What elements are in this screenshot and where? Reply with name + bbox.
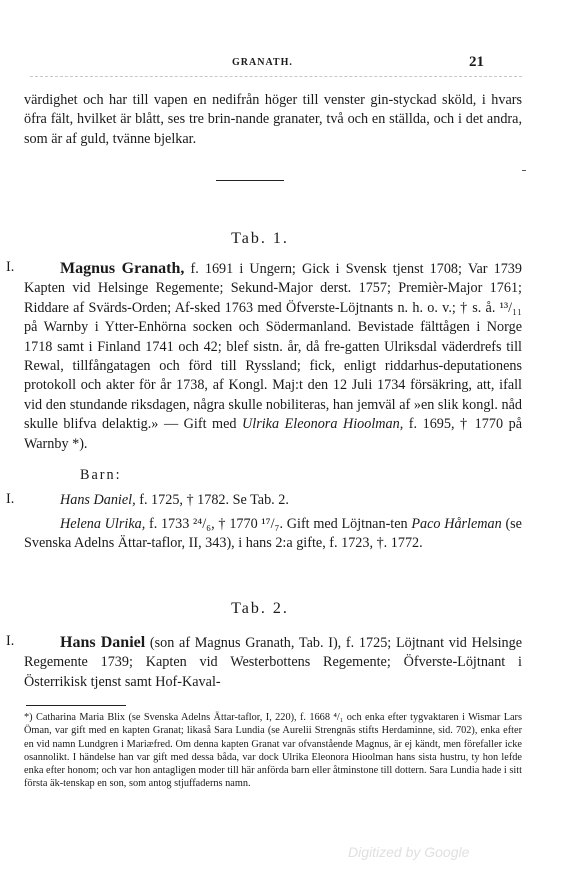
child-text: f. 1733 ²⁴/₆, † 1770 ¹⁷/₇. Gift med Löjtnan-ten: [145, 516, 412, 532]
entry-number: I.: [6, 259, 15, 275]
tab-2-entry: [24, 633, 522, 692]
spouse-name: Paco Hårleman: [411, 516, 502, 532]
running-head: GRANATH.: [232, 57, 293, 68]
child-name: Hans Daniel,: [60, 492, 136, 508]
entry-text: (son af Magnus Granath, Tab. I), f. 1725; Löjtnant vid Helsinge Regemente 1739; Kapten vid Westerbottens Regemente; Öfverste-Löjtnant i Österrikisk tjenst samt Hof-Kaval-: [24, 635, 523, 690]
child-entry: [24, 515, 522, 554]
child-text-end: (se Svenska Adelns Ättar-taflor, II, 343), i hans 2:a gifte, f. 1723, †. 1772.: [24, 516, 522, 552]
entry-number: I.: [6, 633, 15, 649]
children-label: Barn:: [80, 467, 122, 483]
footnote-rule: [26, 705, 126, 706]
spouse-name: Ulrika Eleonora Hioolman,: [242, 416, 404, 433]
intro-paragraph: värdighet och har till vapen en nedifrån höger till venster gin-styckad sköld, i hvars öfra fält, hvilket är blått, ses tre brin-nande granater, två och en ställda, och i det andra, som är af guld, tvänne bjelkar.: [24, 92, 522, 147]
page-number: 21: [469, 54, 484, 70]
footnote: *) Catharina Maria Blix (se Svenska Adelns Ättar-taflor, I, 220), f. 1668 ⁴/₁ och enka efter tygvaktaren i Wismar Lars Öman, var gift med en kapten Granat; likaså Sara Lundia (se Aurelii Strengnäs stifts Herdaminne, sid. 702), enka efter en vid namn Lundgren i Mariæfred. Om denna kapten Granat var ofvanstående Magnus, är ej kändt, men förefaller icke osannolikt. I händelse han var gift med dessa båda, var dock Ulrika Eleonora Hioolman hans sista hustru, ty hon lefde enka efter honom; och var hon antagligen moder till här anförda barn eller åtminstone till dottern. Sara Lundia hade i sitt första äk-tenskap en son, som antog stjuffaderns namn.: [24, 712, 522, 790]
child-entry: [24, 491, 522, 510]
child-text: f. 1725, † 1782. Se Tab. 2.: [135, 492, 289, 508]
child-name: Helena Ulrika,: [60, 516, 146, 532]
person-name: Hans Daniel: [60, 634, 146, 651]
section-rule: [216, 180, 284, 181]
entry-text: f. 1691 i Ungern; Gick i Svensk tjenst 1708; Var 1739 Kapten vid Helsinge Regemente; Sekund-Major derst. 1757; Premièr-Major 1761; Riddare af Svärds-Orden; Af-sked 1763 med Öfverste-Löjtnants n. h. o. v.; † s. å. ¹³/₁₁ på Warnby i Ytter-Enhörna socken och Södermanland. Bevistade fälttågen i Norge 1718 samt i Finland 1741 och 42; blef sistn. år, då fre-gatten Ulriksdal väderdrefs till Rewal, tillfångatagen och förd till Ryssland; fick, enligt riddarhus-deputationens protokoll och akter för år 1738, af Kongl. Maj:t den 12 Juli 1734 försäkring, att, ifall vid den stundande riksdagen, några skulle nobiliteras, han jemväl af »en slik kongl. nåd skulle blifva delaktig.» — Gift med: [24, 261, 522, 433]
header-divider: [30, 76, 522, 77]
tab-2-heading: Tab. 2.: [231, 600, 289, 617]
page-header: [0, 54, 568, 74]
child-number: I.: [6, 491, 15, 507]
tab-1-entry: [24, 259, 522, 454]
entry-text-end: f. 1695, † 1770 på Warnby *).: [24, 416, 522, 452]
tab-1-heading: Tab. 1.: [231, 230, 289, 247]
margin-mark: [522, 170, 526, 171]
person-name: Magnus Granath,: [60, 260, 185, 277]
watermark: Digitized by Google: [348, 844, 470, 860]
